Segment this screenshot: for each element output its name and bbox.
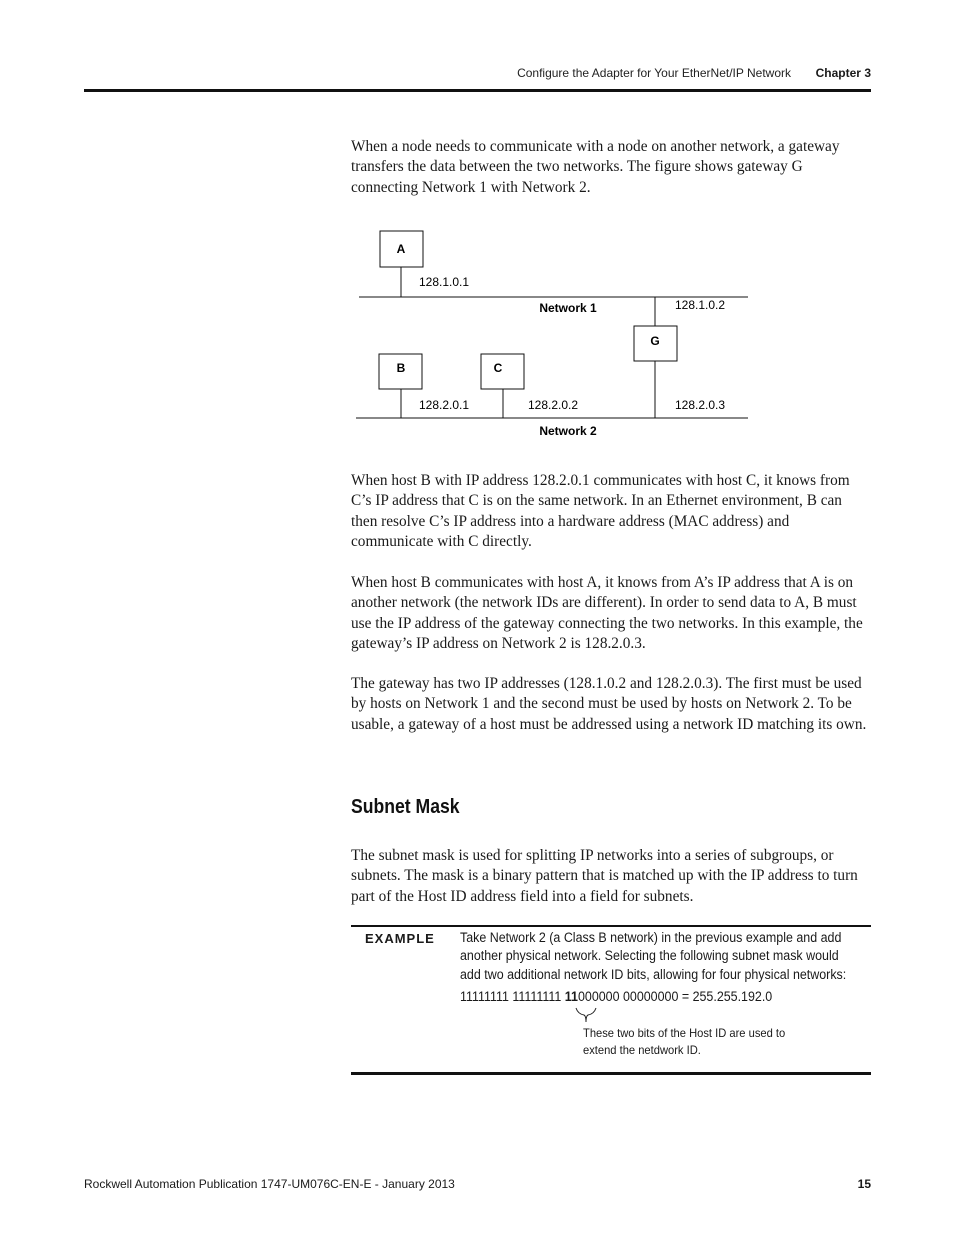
example-bottom-rule xyxy=(351,1072,871,1075)
node-a-label: A xyxy=(396,242,406,256)
gateway-ip-net2: 128.2.0.3 xyxy=(675,398,726,412)
body-paragraph-subnet-mask: The subnet mask is used for splitting IP networks into a series of subgroups, or subnets. The mask is a binary pattern that is matched up with the IP address to turn part of the Host ID address field into a field for subnets. xyxy=(351,847,858,905)
example-text-line-3: add two additional network ID bits, allowing for four physical networks: xyxy=(460,966,847,982)
network-1-label: Network 1 xyxy=(539,301,597,315)
example-note-line-2: extend the netdwork ID. xyxy=(583,1043,701,1057)
gateway-g-label: G xyxy=(650,334,660,348)
node-b-ip: 128.2.0.1 xyxy=(419,398,470,412)
node-c-label: C xyxy=(493,361,503,375)
example-note-line-1: These two bits of the Host ID are used to xyxy=(583,1026,786,1040)
example-text xyxy=(460,929,847,984)
mask-prefix: 11111111 11111111 xyxy=(460,989,565,1004)
network-diagram xyxy=(340,222,760,447)
mask-extended-bits: 11 xyxy=(564,989,578,1004)
body-paragraph-gateway-addresses: The gateway has two IP addresses (128.1.0.2 and 128.2.0.3). The first must be used by hosts on Network 1 and the second must be used by hosts on Network 2. To be usable, a gateway of a host must be addressed using a network ID matching its own. xyxy=(351,675,867,733)
node-a-ip: 128.1.0.1 xyxy=(419,275,470,289)
mask-suffix: 000000 00000000 = 255.255.192.0 xyxy=(577,989,773,1004)
node-b-label: B xyxy=(396,361,406,375)
example-top-rule xyxy=(351,925,871,927)
network-diagram-svg xyxy=(340,222,760,447)
body-paragraph-same-network: When host B with IP address 128.2.0.1 communicates with host C, it knows from C’s IP address that C is on the same network. In an Ethernet environment, B can then resolve C’s IP address into a hardware address (MAC address) and communicate with C directly. xyxy=(351,472,850,550)
header-chapter: Chapter 3 xyxy=(815,66,871,80)
network-2-label: Network 2 xyxy=(539,424,597,438)
gateway-ip-net1: 128.1.0.2 xyxy=(675,298,726,312)
footer-publication: Rockwell Automation Publication 1747-UM076C-EN-E - January 2013 xyxy=(84,1177,455,1191)
example-label: EXAMPLE xyxy=(365,931,435,946)
header-rule xyxy=(84,89,871,92)
header-title: Configure the Adapter for Your EtherNet/IP Network xyxy=(517,66,791,80)
section-heading-subnet-mask: Subnet Mask xyxy=(351,796,460,818)
example-note xyxy=(583,1025,785,1059)
example-text-line-2: another physical network. Selecting the following subnet mask would xyxy=(460,948,839,964)
subnet-mask-binary xyxy=(460,989,772,1004)
body-paragraph-other-network: When host B communicates with host A, it knows from A’s IP address that A is on another network (the network IDs are different). In order to send data to A, B must use the IP address of the gateway connecting the two networks. In this example, the gateway’s IP address on Network 2 is 128.2.0.3. xyxy=(351,574,863,652)
example-text-line-1: Take Network 2 (a Class B network) in the previous example and add xyxy=(460,930,842,945)
body-paragraph-gateway: When a node needs to communicate with a node on another network, a gateway transfers the data between the two networks. The figure shows gateway G connecting Network 1 with Network 2. xyxy=(351,138,840,196)
brace-icon xyxy=(574,1006,598,1024)
node-c-box xyxy=(481,354,524,389)
running-header xyxy=(84,66,871,82)
node-c-ip: 128.2.0.2 xyxy=(528,398,579,412)
footer-page-number: 15 xyxy=(857,1177,871,1191)
